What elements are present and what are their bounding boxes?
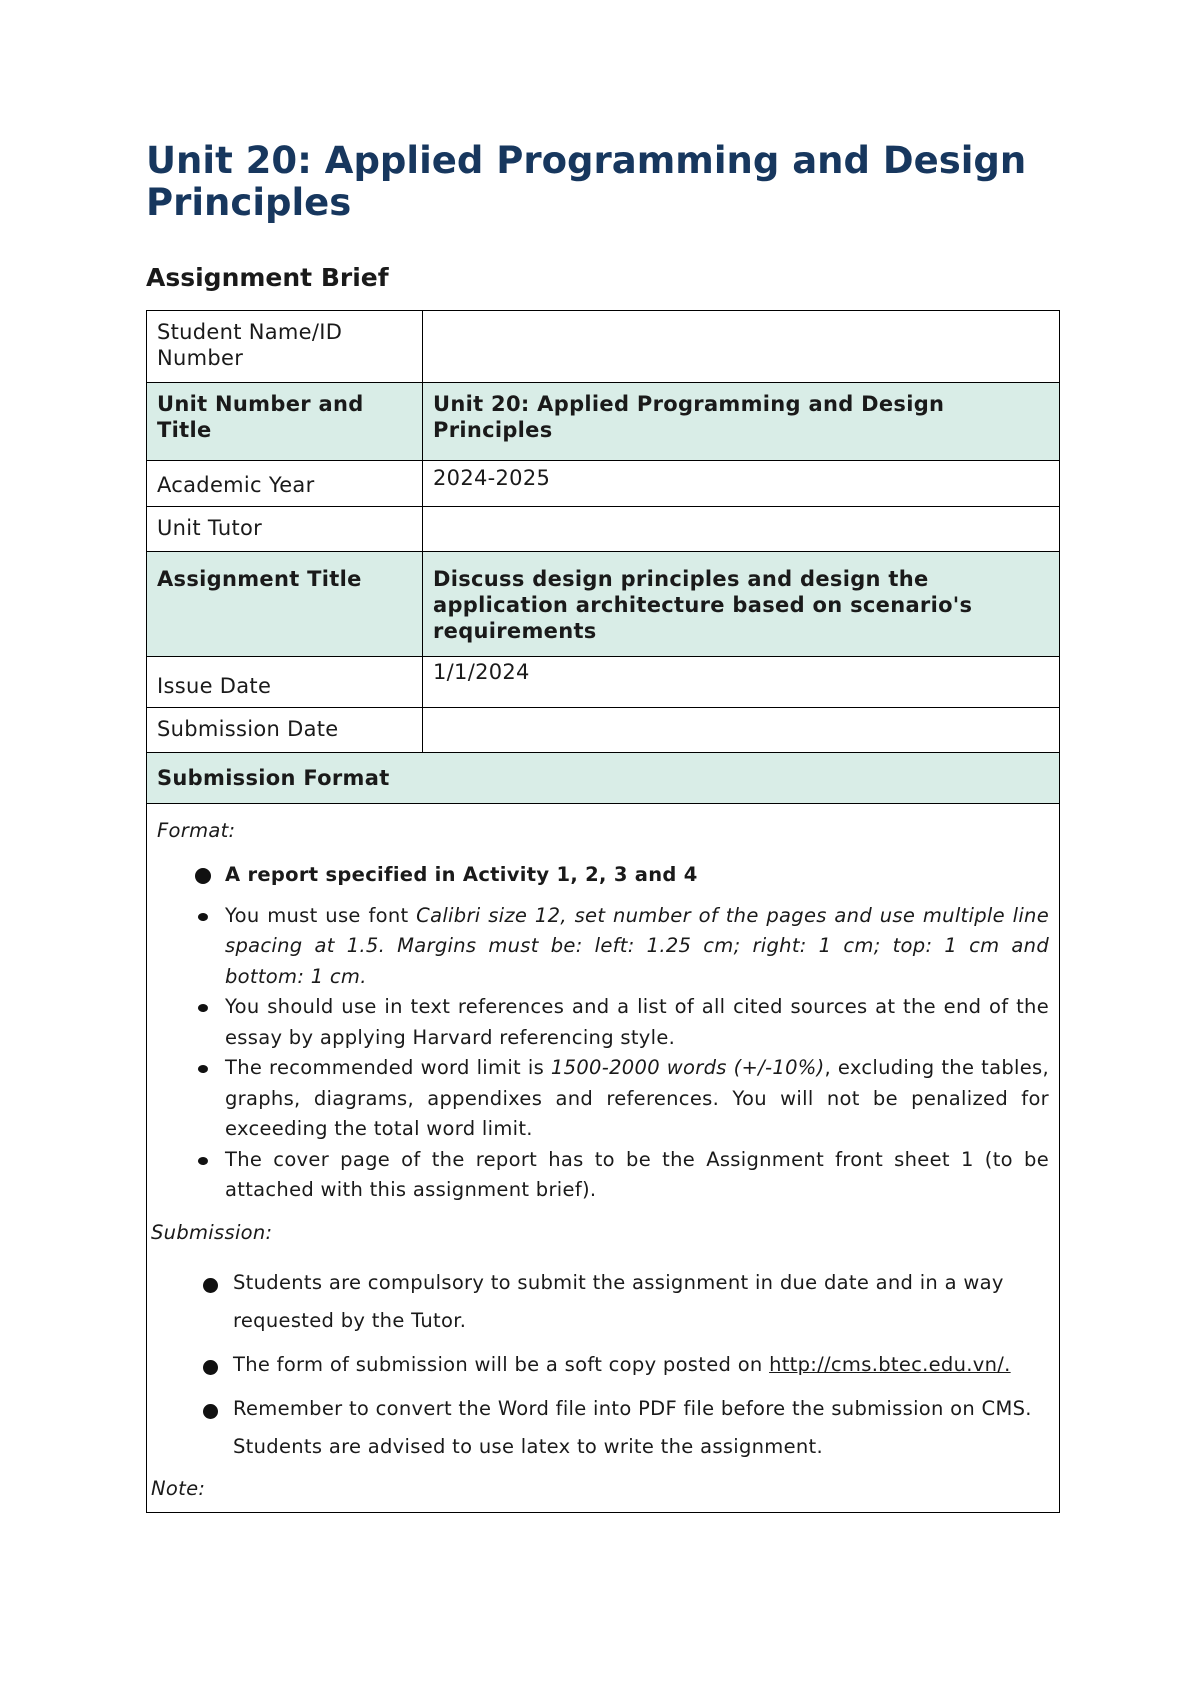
row-label: Submission Date [147,708,423,753]
table-row [147,552,1060,657]
list-item: You must use font Calibri size 12, set number of the pages and use multiple line spacing at 1.5. Margins must be: left: 1.25 cm; right: 1 cm; top: 1 cm and bottom: 1 cm. [157,901,1049,993]
list-item: Students are compulsory to submit the assignment in due date and in a way requested by the Tutor. [157,1264,1049,1340]
table-row [147,708,1060,753]
submission-label: Submission: [151,1220,273,1244]
bullet-icon [197,1064,210,1074]
row-label: Academic Year [147,461,423,507]
format-list [157,860,1049,1206]
bullet-icon [203,1360,218,1375]
row-value: Discuss design principles and design the application architecture based on scenario's requirements [423,552,1060,657]
assignment-brief-table [146,310,1060,1513]
format-label: Format: [157,819,236,842]
list-item: Remember to convert the Word file into PDF file before the submission on CMS. Students are advised to use latex to write the assignment. [157,1390,1049,1466]
document-title: Unit 20: Applied Programming and Design Principles [146,139,1027,224]
table-row [147,311,1060,383]
table-row [147,753,1060,804]
row-value: 1/1/2024 [423,657,1060,708]
list-item: You should use in text references and a list of all cited sources at the end of the essay by applying Harvard referencing style. [157,992,1049,1053]
row-label: Unit Tutor [147,507,423,552]
table-row [147,657,1060,708]
cms-link[interactable]: http://cms.btec.edu.vn/. [769,1352,1011,1376]
row-value [423,708,1060,753]
bullet-icon [203,1278,218,1293]
row-label: Unit Number and Title [147,383,423,461]
list-item: The cover page of the report has to be the Assignment front sheet 1 (to be attached with this assignment brief). [157,1145,1049,1206]
list-item: The form of submission will be a soft copy posted on http://cms.btec.edu.vn/. [157,1346,1049,1384]
row-value: 2024-2025 [423,461,1060,507]
row-label: Issue Date [147,657,423,708]
row-label: Student Name/ID Number [147,311,423,383]
document-subtitle: Assignment Brief [146,263,389,292]
table-row [147,383,1060,461]
row-value [423,507,1060,552]
bullet-icon [203,1404,218,1419]
submission-list [157,1264,1049,1466]
note-label: Note: [151,1476,206,1500]
row-value [423,311,1060,383]
bullet-icon [197,1003,210,1013]
bullet-icon [197,911,210,921]
list-item: A report specified in Activity 1, 2, 3 and 4 [157,860,1049,891]
table-row [147,461,1060,507]
submission-format-body [147,804,1060,1513]
table-row [147,507,1060,552]
bullet-icon [195,868,211,884]
bullet-icon [197,1155,210,1165]
table-row [147,804,1060,1513]
submission-format-heading: Submission Format [147,753,1060,804]
row-label: Assignment Title [147,552,423,657]
list-item: The recommended word limit is 1500-2000 words (+/-10%), excluding the tables, graphs, diagrams, appendixes and references. You will not be penalized for exceeding the total word limit. [157,1053,1049,1145]
row-value: Unit 20: Applied Programming and Design Principles [423,383,1060,461]
